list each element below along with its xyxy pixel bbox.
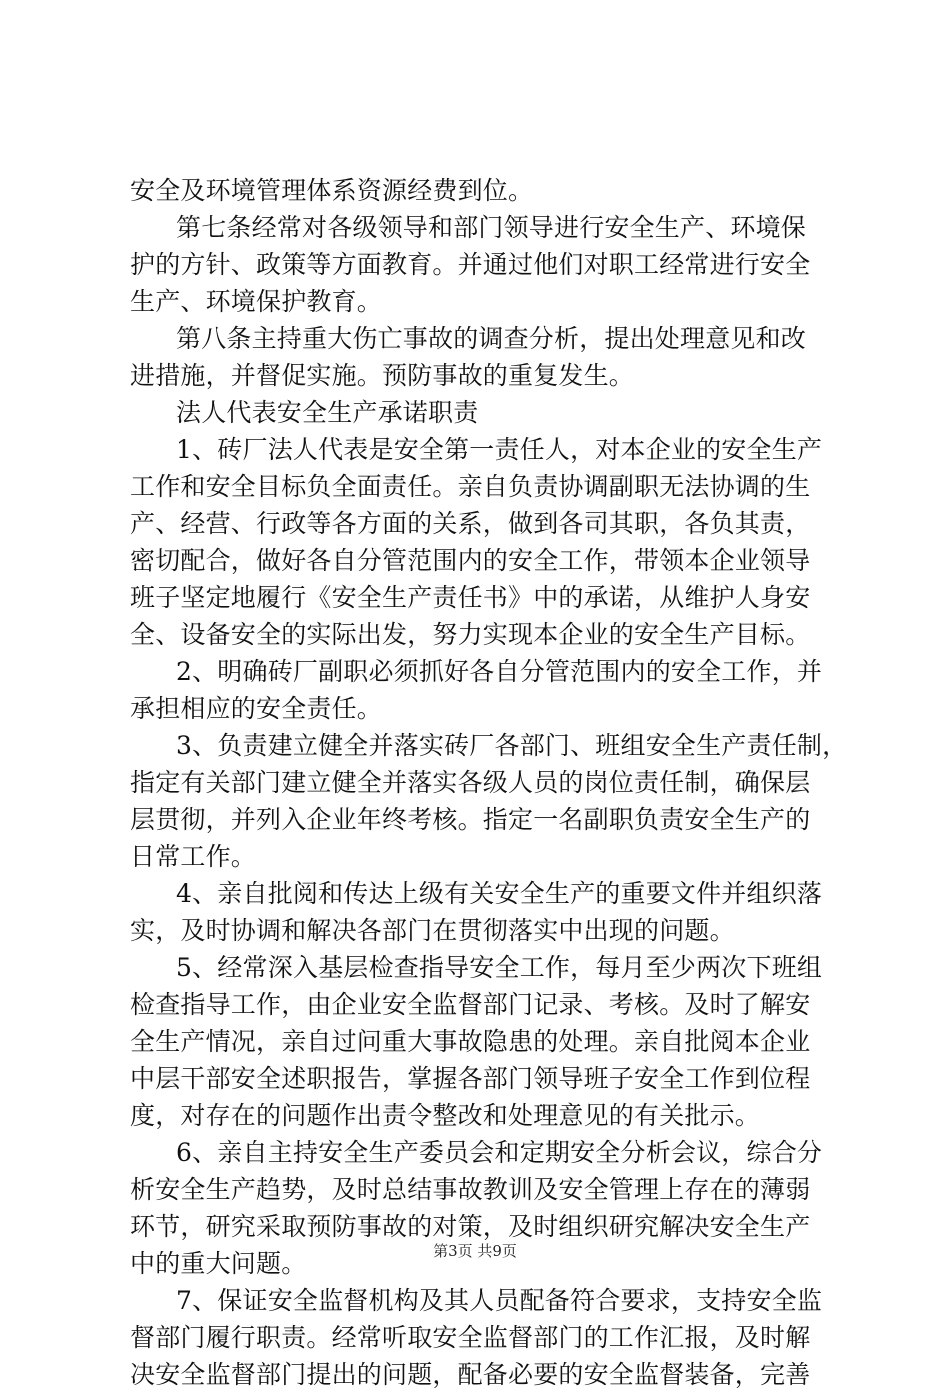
body-line: 全、设备安全的实际出发，努力实现本企业的安全生产目标。 [130, 620, 811, 649]
body-line: 中的重大问题。 [130, 1249, 307, 1278]
item-6-line: 6、亲自主持安全生产委员会和定期安全分析会议，综合分 [176, 1138, 823, 1167]
article-7-line: 第七条经常对各级领导和部门领导进行安全生产、环境保 [176, 213, 807, 242]
body-line: 承担相应的安全责任。 [130, 694, 383, 723]
item-7-line: 7、保证安全监督机构及其人员配备符合要求，支持安全监 [176, 1286, 823, 1315]
item-2-line: 2、明确砖厂副职必须抓好各自分管范围内的安全工作，并 [176, 657, 823, 686]
body-line: 生产、环境保护教育。 [130, 287, 383, 316]
body-line: 护的方针、政策等方面教育。并通过他们对职工经常进行安全 [130, 250, 811, 279]
section-heading: 法人代表安全生产承诺职责 [176, 398, 479, 427]
item-1-line: 1、砖厂法人代表是安全第一责任人，对本企业的安全生产 [176, 435, 823, 464]
body-line: 指定有关部门建立健全并落实各级人员的岗位责任制，确保层 [130, 768, 811, 797]
item-3-line: 3、负责建立健全并落实砖厂各部门、班组安全生产责任制， [176, 731, 848, 760]
body-line: 层贯彻，并列入企业年终考核。指定一名副职负责安全生产的 [130, 805, 811, 834]
body-line: 析安全生产趋势，及时总结事故教训及安全管理上存在的薄弱 [130, 1175, 811, 1204]
body-line: 实，及时协调和解决各部门在贯彻落实中出现的问题。 [130, 916, 735, 945]
body-line: 安全及环境管理体系资源经费到位。 [130, 176, 534, 205]
body-line: 决安全监督部门提出的问题，配备必要的安全监督装备，完善 [130, 1360, 811, 1389]
body-line: 度，对存在的问题作出责令整改和处理意见的有关批示。 [130, 1101, 761, 1130]
body-line: 工作和安全目标负全面责任。亲自负责协调副职无法协调的生 [130, 472, 811, 501]
body-line: 全生产情况，亲自过问重大事故隐患的处理。亲自批阅本企业 [130, 1027, 811, 1056]
body-line: 班子坚定地履行《安全生产责任书》中的承诺，从维护人身安 [130, 583, 811, 612]
page-number-footer: 第3页 共9页 [433, 1242, 517, 1260]
body-line: 督部门履行职责。经常听取安全监督部门的工作汇报，及时解 [130, 1323, 811, 1352]
body-line: 进措施，并督促实施。预防事故的重复发生。 [130, 361, 635, 390]
item-5-line: 5、经常深入基层检查指导安全工作，每月至少两次下班组 [176, 953, 823, 982]
body-line: 产、经营、行政等各方面的关系，做到各司其职，各负其责， [130, 509, 811, 538]
item-4-line: 4、亲自批阅和传达上级有关安全生产的重要文件并组织落 [176, 879, 823, 908]
body-line: 中层干部安全述职报告，掌握各部门领导班子安全工作到位程 [130, 1064, 811, 1093]
body-line: 日常工作。 [130, 842, 257, 871]
body-line: 环节，研究采取预防事故的对策，及时组织研究解决安全生产 [130, 1212, 811, 1241]
article-8-line: 第八条主持重大伤亡事故的调查分析，提出处理意见和改 [176, 324, 807, 353]
document-body [130, 172, 848, 1393]
body-line: 密切配合，做好各自分管范围内的安全工作，带领本企业领导 [130, 546, 811, 575]
body-line: 检查指导工作，由企业安全监督部门记录、考核。及时了解安 [130, 990, 811, 1019]
